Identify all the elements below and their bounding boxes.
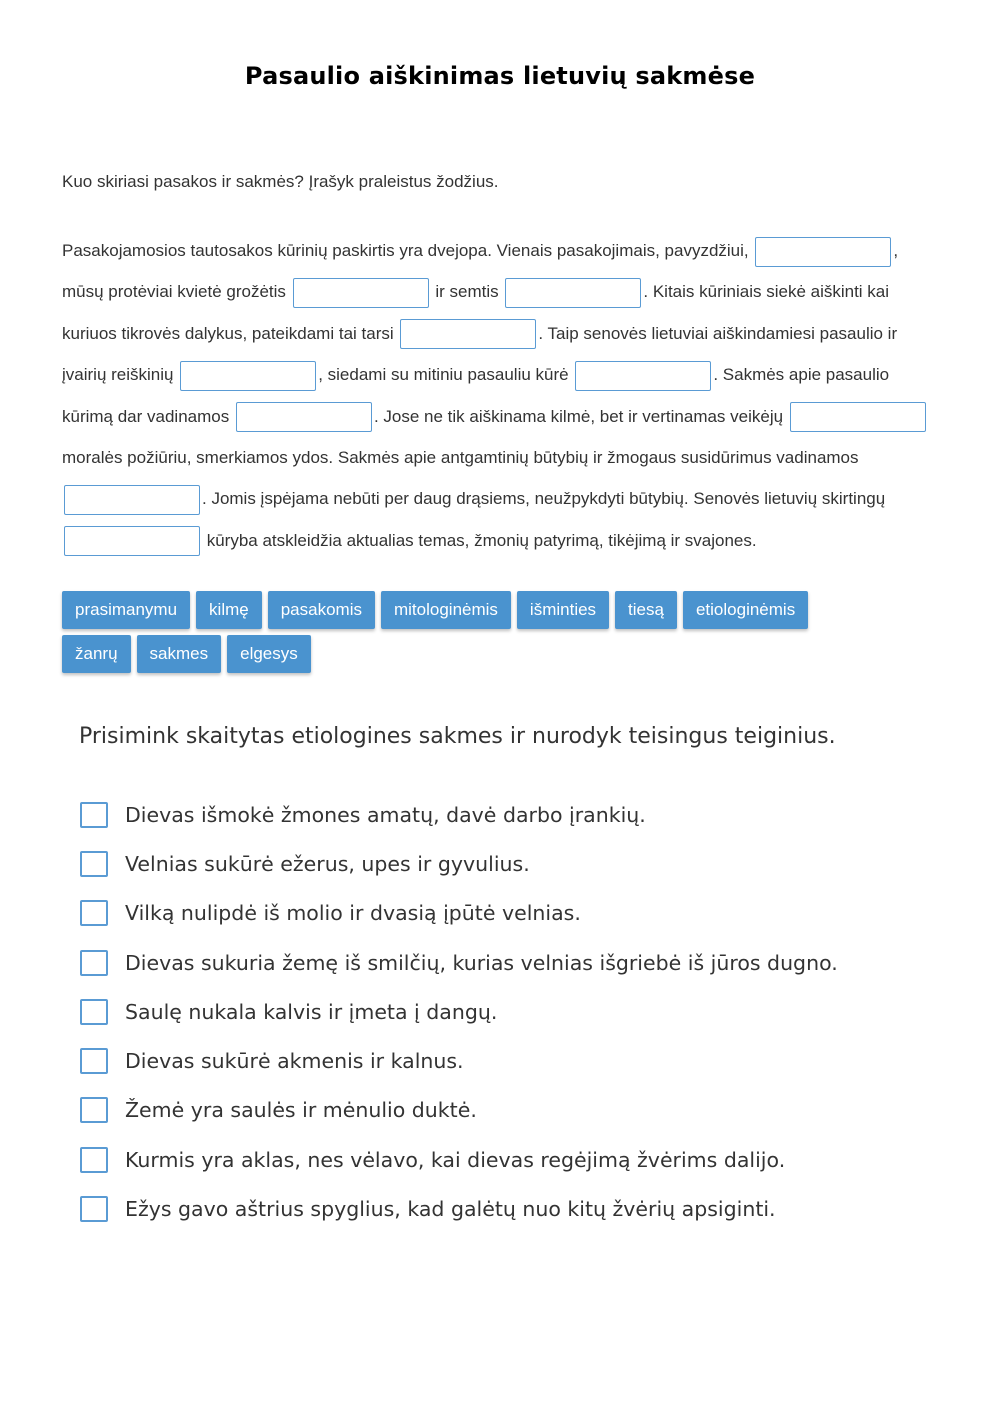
- text-segment: , mūsų protėviai kvietė grožėtis: [62, 241, 899, 302]
- checkbox-item[interactable]: [80, 1135, 838, 1184]
- exercise1-instruction: Kuo skiriasi pasakos ir sakmės? Įrašyk praleistus žodžius.: [62, 172, 499, 191]
- blank-input-3[interactable]: [505, 278, 641, 308]
- checkbox[interactable]: [80, 1048, 108, 1074]
- word-chip[interactable]: kilmę: [196, 591, 262, 629]
- checkbox[interactable]: [80, 802, 108, 828]
- text-segment: Pasakojamosios tautosakos kūrinių paskirtis yra dvejopa. Vienais pasakojimais, pavyzdžiui,: [62, 241, 754, 260]
- checkbox-item[interactable]: [80, 1184, 838, 1233]
- checkbox-label: Ežys gavo aštrius spyglius, kad galėtų nuo kitų žvėrių apsiginti.: [125, 1197, 776, 1222]
- exercise2-instruction: Prisimink skaitytas etiologines sakmes ir nurodyk teisingus teiginius.: [79, 724, 836, 749]
- checkbox-item[interactable]: [80, 790, 838, 839]
- text-segment: ir semtis: [430, 282, 504, 302]
- text-segment: moralės požiūriu, smerkiamos ydos. Sakmės apie antgamtinių būtybių ir žmogaus susidūrimus vadinamos: [62, 448, 859, 468]
- blank-input-7[interactable]: [236, 402, 372, 432]
- checkbox[interactable]: [80, 1196, 108, 1222]
- checkbox[interactable]: [80, 1147, 108, 1173]
- checkbox[interactable]: [80, 950, 108, 976]
- word-chip[interactable]: pasakomis: [268, 591, 375, 629]
- checkbox[interactable]: [80, 900, 108, 926]
- checkbox-label: Velnias sukūrė ežerus, upes ir gyvulius.: [125, 851, 530, 876]
- word-chip[interactable]: išminties: [517, 591, 609, 629]
- checkbox[interactable]: [80, 851, 108, 877]
- checkbox-item[interactable]: [80, 1036, 838, 1085]
- text-segment: , siedami su mitiniu pasauliu kūrė: [318, 365, 574, 385]
- word-chip[interactable]: prasimanymu: [62, 591, 190, 629]
- text-segment: . Kitais kūriniais siekė aiškinti kai kuriuos tikrovės dalykus, pateikdami tai tarsi: [62, 282, 890, 343]
- checkbox-label: Dievas sukūrė akmenis ir kalnus.: [125, 1049, 464, 1074]
- blank-input-2[interactable]: [293, 278, 429, 308]
- word-chip[interactable]: tiesą: [615, 591, 677, 629]
- checkbox[interactable]: [80, 999, 108, 1025]
- text-segment: . Jomis įspėjama nebūti per daug drąsiems, neužpykdyti būtybių. Senovės lietuvių skirtingų: [202, 489, 886, 509]
- checkbox-label: Vilką nulipdė iš molio ir dvasią įpūtė velnias.: [125, 901, 581, 926]
- checkbox-label: Dievas išmokė žmones amatų, davė darbo įrankių.: [125, 802, 646, 827]
- word-chip[interactable]: elgesys: [227, 635, 311, 673]
- word-chip[interactable]: žanrų: [62, 635, 131, 673]
- word-bank: [62, 591, 882, 673]
- checkbox[interactable]: [80, 1097, 108, 1123]
- blank-input-8[interactable]: [790, 402, 926, 432]
- checkbox-label: Saulę nukala kalvis ir įmeta į dangų.: [125, 999, 498, 1024]
- text-segment: . Taip senovės lietuviai aiškindamiesi pasaulio ir įvairių reiškinių: [62, 323, 898, 385]
- checkbox-item[interactable]: [80, 1086, 838, 1135]
- word-chip[interactable]: sakmes: [137, 635, 222, 673]
- page-title: Pasaulio aiškinimas lietuvių sakmėse: [244, 62, 756, 90]
- checkbox-item[interactable]: [80, 839, 838, 888]
- text-segment: . Jose ne tik aiškinama kilmė, bet ir vertinamas veikėjų: [373, 406, 788, 426]
- blank-input-6[interactable]: [575, 361, 711, 391]
- checkbox-label: Dievas sukuria žemę iš smilčių, kurias velnias išgriebė iš jūros dugno.: [125, 950, 838, 975]
- checkbox-item[interactable]: [80, 889, 838, 938]
- word-chip[interactable]: etiologinėmis: [683, 591, 808, 629]
- blank-input-4[interactable]: [400, 319, 536, 349]
- checkbox-item[interactable]: [80, 987, 838, 1036]
- text-segment: kūryba atskleidžia aktualias temas, žmonių patyrimą, tikėjimą ir svajones.: [202, 530, 757, 550]
- text-segment: . Sakmės apie pasaulio kūrimą dar vadinamos: [62, 365, 890, 426]
- blank-input-5[interactable]: [180, 361, 316, 391]
- blank-input-10[interactable]: [64, 526, 200, 556]
- checkbox-label: Žemė yra saulės ir mėnulio duktė.: [125, 1098, 477, 1123]
- blank-input-1[interactable]: [755, 237, 891, 267]
- checkbox-list: [80, 790, 838, 1234]
- blank-input-9[interactable]: [64, 485, 200, 515]
- word-chip[interactable]: mitologinėmis: [381, 591, 511, 629]
- checkbox-label: Kurmis yra aklas, nes vėlavo, kai dievas regėjimą žvėrims dalijo.: [125, 1147, 786, 1172]
- checkbox-item[interactable]: [80, 938, 838, 987]
- fill-in-paragraph: [62, 230, 942, 561]
